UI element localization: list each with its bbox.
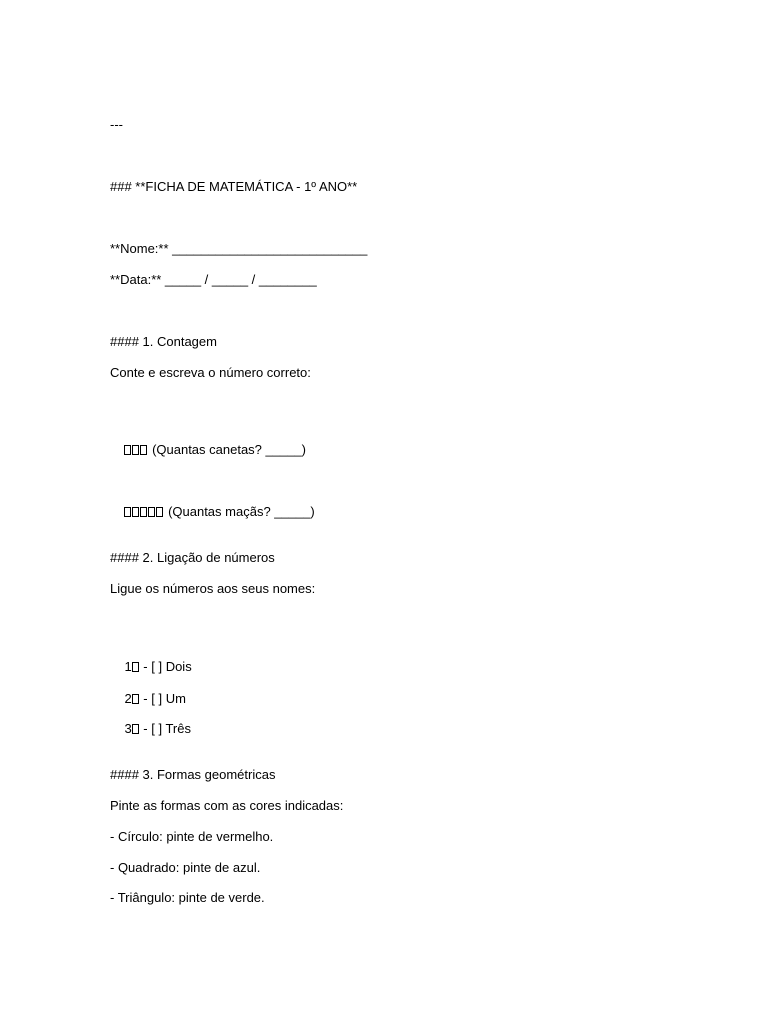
matching-row-1-text: - [ ] Dois [139,659,192,674]
section1-heading: #### 1. Contagem [110,334,217,349]
shape-item-square: - Quadrado: pinte de azul. [110,860,261,875]
matching-row-3-text: - [ ] Três [139,721,191,736]
section3-instruction: Pinte as formas com as cores indicadas: [110,798,344,813]
missing-glyph-icon [140,445,147,455]
counting-item-pens [110,426,307,457]
missing-glyph-icon [124,445,131,455]
matching-row-2-number: 2 [124,691,132,706]
counting-item-apples-text: (Quantas maçãs? _____) [164,504,315,519]
missing-glyph-icon [124,507,131,517]
missing-glyph-icon [132,662,139,672]
shape-item-triangle: - Triângulo: pinte de verde. [110,890,265,905]
counting-item-apples [110,488,315,519]
section2-instruction: Ligue os números aos seus nomes: [110,581,316,596]
missing-glyph-icon [132,507,139,517]
matching-row-3-number: 3 [124,721,132,736]
section3-heading: #### 3. Formas geométricas [110,767,276,782]
matching-row-1-number: 1 [124,659,132,674]
matching-row-3 [110,705,191,736]
missing-glyph-icon [156,507,163,517]
date-field-line: **Data:** _____ / _____ / ________ [110,272,317,287]
matching-row-2-text: - [ ] Um [139,691,186,706]
section1-instruction: Conte e escreva o número correto: [110,365,311,380]
missing-glyph-icon [132,445,139,455]
separator: --- [110,117,123,132]
name-field-line: **Nome:** ___________________________ [110,241,368,256]
shape-item-circle: - Círculo: pinte de vermelho. [110,829,274,844]
missing-glyph-icon [148,507,155,517]
matching-row-2 [110,675,186,706]
missing-glyph-icon [132,724,139,734]
counting-item-pens-text: (Quantas canetas? _____) [148,442,307,457]
missing-glyph-icon [132,694,139,704]
section2-heading: #### 2. Ligação de números [110,550,275,565]
missing-glyph-icon [140,507,147,517]
worksheet-title: ### **FICHA DE MATEMÁTICA - 1º ANO** [110,179,358,194]
matching-row-1 [110,643,192,674]
